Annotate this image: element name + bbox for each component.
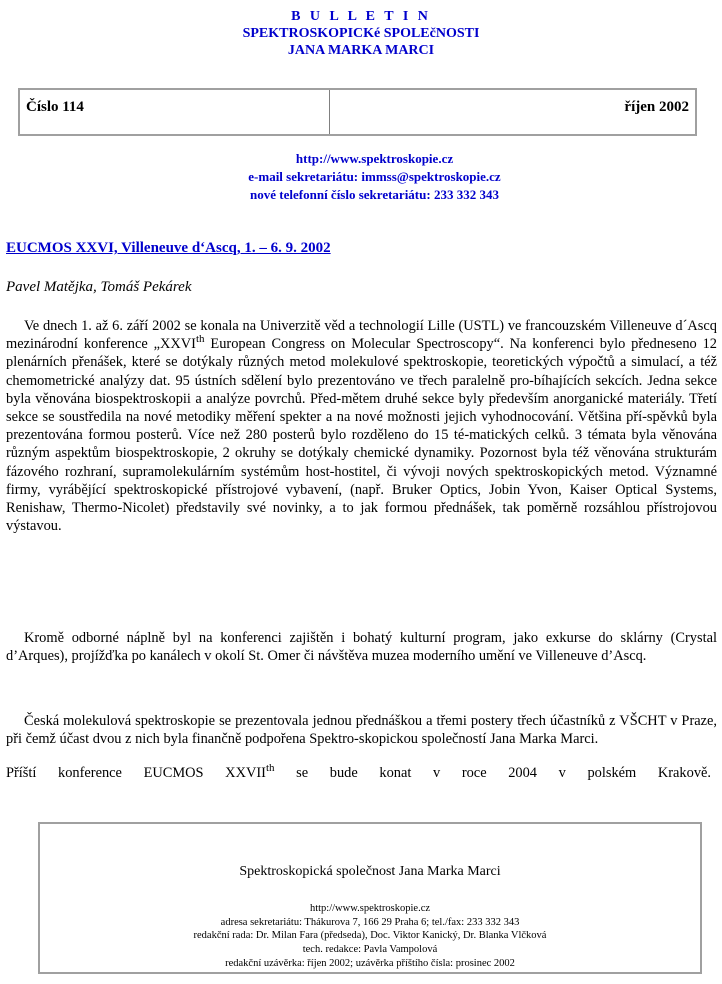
p1-text-a: Ve dnech 1. až 6. září 2002 se konala na Univerzitě věd a technologií Lille (USTL) ve francouzském Villeneuve d´Ascq mezinárodní konference „XXVI (6, 318, 717, 353)
contact-phone: nové telefonní číslo sekretariátu: 233 332 343 (250, 187, 499, 202)
issue-number: Číslo 114 (19, 89, 330, 135)
footer-board: redakční rada: Dr. Milan Fara (předseda), Doc. Viktor Kanický, Dr. Blanka Vlčková (193, 930, 547, 942)
issue-table (18, 88, 697, 136)
article-authors: Pavel Matějka, Tomáš Pekárek (6, 279, 192, 295)
footer-tech: tech. redakce: Pavla Vampolová (302, 944, 438, 956)
article-paragraph-4 (6, 764, 711, 782)
article-paragraph-2 (6, 629, 717, 665)
footer-web[interactable]: http://www.spektroskopie.cz (309, 903, 431, 914)
header-society: SPEKTROSKOPICKé SPOLEčNOSTI (242, 26, 480, 41)
p3-text: Česká molekulová spektroskopie se prezentovala jednou přednáškou a třemi postery třech účastníků z VŠCHT v Praze, při čemž účast dvou z nich byla finančně podpořena Spektro-skopickou společností Jana Marka Marci. (6, 713, 717, 748)
p4-sup: th (265, 762, 275, 775)
header-bulletin: B U L L E T I N (291, 9, 431, 24)
p4-text-b: se bude konat v roce 2004 v polském Krakově. (274, 765, 711, 781)
contact-email[interactable]: e-mail sekretariátu: immss@spektroskopie.cz (248, 169, 501, 184)
article-title[interactable]: EUCMOS XXVI, Villeneuve d‘Ascq, 1. – 6. 9. 2002 (6, 240, 331, 256)
footer-details (40, 902, 700, 971)
p4-text-a: Příští konference EUCMOS XXVII (6, 765, 266, 781)
bulletin-header (0, 8, 722, 59)
footer-address: adresa sekretariátu: Thákurova 7, 166 29 Praha 6; tel./fax: 233 332 343 (220, 916, 520, 928)
p1-text-b: European Congress on Molecular Spectroscopy“. Na konferenci bylo předneseno 12 plenárních přenášek, které se dotýkaly různých metod molekulové spektroskopie, teoretických výpočtů a simulací, a též chemometrické analýzy dat. 95 ústních sdělení bylo prezentováno ve třech paralelně pro-bíhajících sekcích. Jedna sekce byla věnována biospektroskopii a analýze povrchů. Před-mětem druhé sekce byly především anorganické materiály. Třetí sekce se soustředila na nové metodiky měření spekter a na nové možnosti jejich vyhodnocování. Většina pří-spěvků byla prezentována formou posterů. Více než 280 posterů bylo rozděleno do 15 té-matických celků. 3 témata byla věnována různým aspektům biospektroskopie, 2 okruhy se dotýkaly chemické dynamiky. Pozornost byla též věnována strukturám fázového rozhraní, supramolekulárním systémům host-hostitel, či vývoji nových spektroskopických metod. Významné firmy, vyrábějící spektroskopické přístrojové vybavení, (např. Bruker Optics, Jobin Yvon, Kaiser Optical Systems, Renishaw, Thermo-Nicolet) představily své novinky, a to jak formou přednášek, tak poměrně rozsáhlou přístrojovou výstavou. (6, 336, 717, 535)
article-paragraph-1 (6, 317, 717, 535)
contacts-block (0, 150, 722, 204)
article-paragraph-3 (6, 712, 717, 748)
footer-deadline: redakční uzávěrka: říjen 2002; uzávěrka příštího čísla: prosinec 2002 (225, 957, 515, 969)
p1-sup: th (195, 333, 205, 346)
p2-text: Kromě odborné náplně byl na konferenci zajištěn i bohatý kulturní program, jako exkurse do sklárny (Crystal d’Arques), projížďka po kanálech v okolí St. Omer či návštěva muzea moderního umění ve Villeneuve d’Ascq. (6, 630, 717, 665)
footer-org: Spektroskopická společnost Jana Marka Marci (239, 864, 501, 879)
issue-date: říjen 2002 (330, 89, 697, 135)
footer-box (38, 822, 702, 974)
contact-web-link[interactable]: http://www.spektroskopie.cz (295, 151, 454, 166)
header-name: JANA MARKA MARCI (287, 43, 435, 58)
